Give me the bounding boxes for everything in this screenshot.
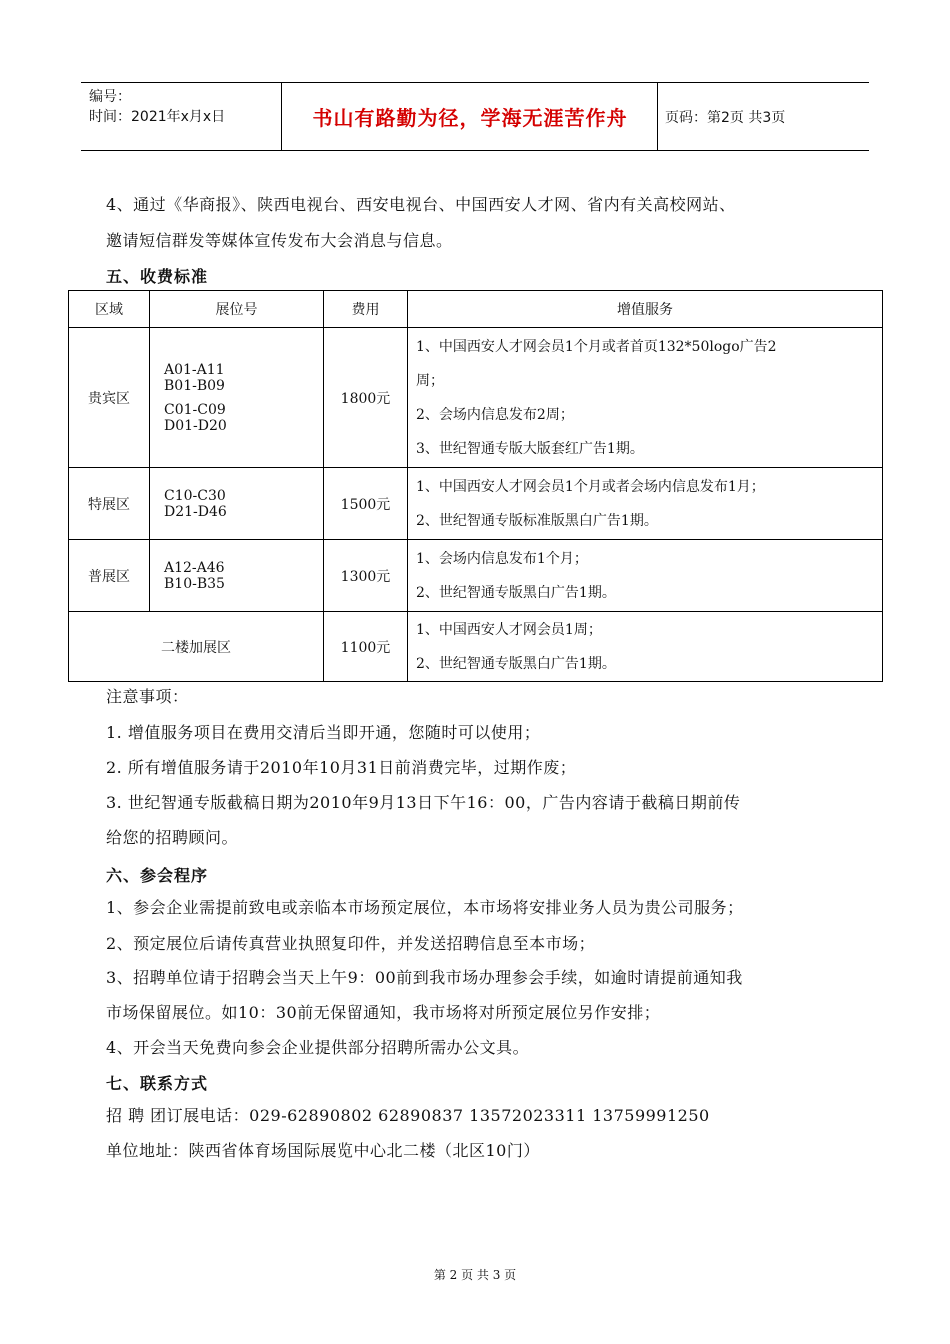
service-item: 2、世纪智通专版黑白广告1期。 [416, 584, 616, 601]
service-item: 1、中国西安人才网会员1个月或者会场内信息发布1月； [416, 478, 765, 495]
contact-address: 单位地址：陕西省体育场国际展览中心北二楼（北区10门） [106, 1141, 540, 1160]
procedure-item: 市场保留展位。如10：30前无保留通知，我市场将对所预定展位另作安排； [106, 1003, 661, 1022]
note-item: 2. 所有增值服务请于2010年10月31日前消费完毕，过期作废； [106, 758, 577, 777]
intro-line: 4、通过《华商报》、陕西电视台、西安电视台、中国西安人才网、省内有关高校网站、 [106, 195, 736, 214]
booth-range: C10-C30 [164, 487, 226, 504]
zone-cell: 贵宾区 [69, 328, 150, 468]
col-header-booth: 展位号 [150, 291, 324, 328]
note-item: 给您的招聘顾问。 [106, 828, 239, 847]
col-header-zone: 区域 [69, 291, 150, 328]
booth-cell [150, 540, 324, 612]
booth-range: A01-A11 [164, 361, 225, 378]
page-footer: 第 2 页 共 3 页 [433, 1268, 517, 1282]
booth-range: D21-D46 [164, 503, 227, 520]
service-cell [408, 612, 883, 682]
procedure-item: 2、预定展位后请传真营业执照复印件，并发送招聘信息至本市场； [106, 934, 596, 953]
table-row [69, 328, 883, 468]
document-time: 时间：2021年x月x日 [89, 109, 226, 125]
service-item: 2、世纪智通专版标准版黑白广告1期。 [416, 512, 658, 529]
service-cell [408, 540, 883, 612]
procedure-item: 1、参会企业需提前致电或亲临本市场预定展位，本市场将安排业务人员为贵公司服务； [106, 898, 744, 917]
table-row [69, 468, 883, 540]
service-item: 2、会场内信息发布2周； [416, 406, 574, 423]
procedure-item: 4、开会当天免费向参会企业提供部分招聘所需办公文具。 [106, 1038, 530, 1057]
note-item: 1. 增值服务项目在费用交清后当即开通，您随时可以使用； [106, 723, 541, 742]
service-item: 1、中国西安人才网会员1周； [416, 621, 602, 638]
zone-cell: 特展区 [69, 468, 150, 540]
header-divider [281, 83, 282, 150]
booth-cell [150, 328, 324, 468]
service-item: 2、世纪智通专版黑白广告1期。 [416, 655, 616, 672]
service-cell [408, 328, 883, 468]
fee-cell: 1100元 [324, 612, 408, 682]
service-item: 周； [416, 372, 444, 389]
intro-line: 邀请短信群发等媒体宣传发布大会消息与信息。 [106, 231, 453, 250]
header-page-number: 页码：第2页 共3页 [665, 109, 786, 126]
col-header-fee: 费用 [324, 291, 408, 328]
table-row [69, 612, 883, 682]
booth-range: C01-C09 [164, 401, 226, 418]
notes-title: 注意事项： [106, 687, 189, 706]
service-item: 3、世纪智通专版大版套红广告1期。 [416, 440, 644, 457]
fee-cell: 1800元 [324, 328, 408, 468]
section-title-fees: 五、收费标准 [106, 267, 209, 286]
fee-cell: 1300元 [324, 540, 408, 612]
section-title-contact: 七、联系方式 [106, 1074, 209, 1093]
zone-cell: 二楼加展区 [69, 612, 324, 682]
col-header-service: 增值服务 [408, 291, 883, 328]
procedure-item: 3、招聘单位请于招聘会当天上午9：00前到我市场办理参会手续，如逾时请提前通知我 [106, 968, 743, 987]
service-item: 1、中国西安人才网会员1个月或者首页132*50logo广告2 [416, 338, 777, 355]
document-number: 编号： [89, 89, 131, 105]
booth-range: D01-D20 [164, 417, 227, 434]
section-title-procedure: 六、参会程序 [106, 866, 209, 885]
table-row [69, 540, 883, 612]
header-motto: 书山有路勤为径，学海无涯苦作舟 [312, 106, 628, 130]
contact-phone: 招 聘 团订展电话：029-62890802 62890837 13572023311 13759991250 [106, 1106, 710, 1125]
table-header-row [69, 291, 883, 328]
page-header [81, 82, 869, 151]
booth-range: A12-A46 [164, 559, 225, 576]
fee-table [68, 290, 883, 682]
booth-range: B01-B09 [164, 377, 225, 394]
note-item: 3. 世纪智通专版截稿日期为2010年9月13日下午16：00，广告内容请于截稿日期前传 [106, 793, 741, 812]
booth-range: B10-B35 [164, 575, 225, 592]
service-cell [408, 468, 883, 540]
booth-cell [150, 468, 324, 540]
header-divider [657, 83, 658, 150]
header-meta [89, 87, 281, 127]
fee-cell: 1500元 [324, 468, 408, 540]
zone-cell: 普展区 [69, 540, 150, 612]
service-item: 1、会场内信息发布1个月； [416, 550, 588, 567]
